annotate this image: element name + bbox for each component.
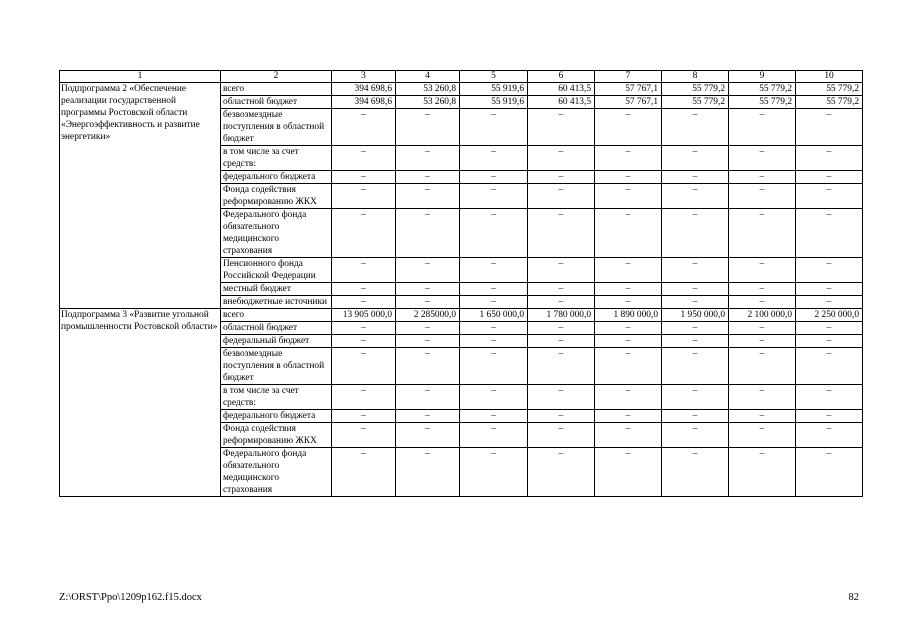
header-cell-10: 10 (796, 71, 863, 83)
empty-value-dash: – (796, 322, 863, 335)
empty-value-dash: – (662, 171, 729, 184)
empty-value-dash: – (729, 335, 796, 348)
empty-value-dash: – (332, 209, 396, 258)
empty-value-dash: – (796, 423, 863, 448)
empty-value-dash: – (396, 385, 460, 410)
empty-value-dash: – (662, 146, 729, 171)
amount-cell: 55 779,2 (662, 83, 729, 96)
footer-file-path: Z:\ORST\Ppo\1209p162.f15.docx (59, 592, 202, 603)
amount-cell: 60 413,5 (528, 83, 595, 96)
amount-cell: 55 779,2 (729, 83, 796, 96)
empty-value-dash: – (332, 348, 396, 385)
amount-cell: 55 919,6 (460, 96, 528, 109)
empty-value-dash: – (332, 296, 396, 309)
empty-value-dash: – (595, 410, 662, 423)
empty-value-dash: – (796, 146, 863, 171)
empty-value-dash: – (662, 410, 729, 423)
empty-value-dash: – (662, 322, 729, 335)
funding-source-label: всего (221, 309, 332, 322)
empty-value-dash: – (332, 335, 396, 348)
empty-value-dash: – (460, 283, 528, 296)
funding-source-label: областной бюджет (221, 96, 332, 109)
empty-value-dash: – (332, 322, 396, 335)
amount-cell: 2 250 000,0 (796, 309, 863, 322)
empty-value-dash: – (729, 258, 796, 283)
empty-value-dash: – (729, 385, 796, 410)
empty-value-dash: – (796, 171, 863, 184)
empty-value-dash: – (396, 335, 460, 348)
empty-value-dash: – (332, 146, 396, 171)
header-cell-8: 8 (662, 71, 729, 83)
empty-value-dash: – (332, 385, 396, 410)
empty-value-dash: – (332, 109, 396, 146)
empty-value-dash: – (662, 184, 729, 209)
header-cell-1: 1 (60, 71, 221, 83)
empty-value-dash: – (528, 283, 595, 296)
empty-value-dash: – (595, 209, 662, 258)
empty-value-dash: – (528, 335, 595, 348)
empty-value-dash: – (396, 410, 460, 423)
funding-source-label: Пенсионного фонда Российской Федерации (221, 258, 332, 283)
empty-value-dash: – (662, 109, 729, 146)
amount-cell: 1 650 000,0 (460, 309, 528, 322)
empty-value-dash: – (332, 448, 396, 497)
budget-table (59, 70, 863, 497)
empty-value-dash: – (460, 322, 528, 335)
header-cell-9: 9 (729, 71, 796, 83)
empty-value-dash: – (796, 448, 863, 497)
funding-source-label: безвозмездные поступления в областной бюджет (221, 109, 332, 146)
funding-source-label: в том числе за счет средств: (221, 385, 332, 410)
empty-value-dash: – (332, 283, 396, 296)
table-row (60, 83, 863, 96)
empty-value-dash: – (729, 348, 796, 385)
empty-value-dash: – (796, 109, 863, 146)
empty-value-dash: – (460, 258, 528, 283)
empty-value-dash: – (729, 184, 796, 209)
empty-value-dash: – (729, 448, 796, 497)
header-cell-6: 6 (528, 71, 595, 83)
funding-source-label: внебюджетные источники (221, 296, 332, 309)
empty-value-dash: – (595, 322, 662, 335)
funding-source-label: в том числе за счет средств: (221, 146, 332, 171)
empty-value-dash: – (595, 184, 662, 209)
empty-value-dash: – (595, 146, 662, 171)
empty-value-dash: – (662, 258, 729, 283)
empty-value-dash: – (796, 184, 863, 209)
empty-value-dash: – (662, 348, 729, 385)
empty-value-dash: – (460, 296, 528, 309)
funding-source-label: федеральный бюджет (221, 335, 332, 348)
empty-value-dash: – (332, 423, 396, 448)
empty-value-dash: – (528, 322, 595, 335)
empty-value-dash: – (662, 385, 729, 410)
empty-value-dash: – (396, 184, 460, 209)
empty-value-dash: – (528, 258, 595, 283)
amount-cell: 53 260,8 (396, 83, 460, 96)
header-cell-2: 2 (221, 71, 332, 83)
empty-value-dash: – (528, 209, 595, 258)
empty-value-dash: – (595, 171, 662, 184)
amount-cell: 55 779,2 (662, 96, 729, 109)
amount-cell: 55 919,6 (460, 83, 528, 96)
empty-value-dash: – (396, 171, 460, 184)
amount-cell: 55 779,2 (796, 83, 863, 96)
empty-value-dash: – (729, 296, 796, 309)
amount-cell: 13 905 000,0 (332, 309, 396, 322)
empty-value-dash: – (528, 410, 595, 423)
empty-value-dash: – (662, 448, 729, 497)
program-name: Подпрограмма 3 «Развитие угольной промышленности Ростовской области» (60, 309, 221, 497)
funding-source-label: Федерального фонда обязательного медицинского страхования (221, 209, 332, 258)
funding-source-label: федерального бюджета (221, 410, 332, 423)
empty-value-dash: – (396, 109, 460, 146)
empty-value-dash: – (796, 296, 863, 309)
empty-value-dash: – (528, 109, 595, 146)
empty-value-dash: – (796, 209, 863, 258)
empty-value-dash: – (332, 258, 396, 283)
empty-value-dash: – (662, 296, 729, 309)
header-cell-7: 7 (595, 71, 662, 83)
empty-value-dash: – (796, 283, 863, 296)
amount-cell: 1 950 000,0 (662, 309, 729, 322)
amount-cell: 1 890 000,0 (595, 309, 662, 322)
amount-cell: 57 767,1 (595, 96, 662, 109)
empty-value-dash: – (396, 296, 460, 309)
empty-value-dash: – (396, 146, 460, 171)
empty-value-dash: – (595, 448, 662, 497)
empty-value-dash: – (595, 423, 662, 448)
empty-value-dash: – (796, 385, 863, 410)
empty-value-dash: – (729, 109, 796, 146)
empty-value-dash: – (796, 335, 863, 348)
amount-cell: 55 779,2 (796, 96, 863, 109)
empty-value-dash: – (595, 335, 662, 348)
empty-value-dash: – (796, 258, 863, 283)
amount-cell: 2 100 000,0 (729, 309, 796, 322)
empty-value-dash: – (332, 184, 396, 209)
empty-value-dash: – (460, 109, 528, 146)
footer-page-number: 82 (848, 592, 859, 603)
empty-value-dash: – (528, 348, 595, 385)
amount-cell: 57 767,1 (595, 83, 662, 96)
empty-value-dash: – (729, 423, 796, 448)
empty-value-dash: – (528, 385, 595, 410)
empty-value-dash: – (460, 410, 528, 423)
empty-value-dash: – (595, 385, 662, 410)
empty-value-dash: – (460, 171, 528, 184)
funding-source-label: местный бюджет (221, 283, 332, 296)
empty-value-dash: – (460, 146, 528, 171)
empty-value-dash: – (460, 209, 528, 258)
program-name: Подпрограмма 2 «Обеспечение реализации государственной программы Ростовской области «Энергоэффективность и развитие энергетики» (60, 83, 221, 309)
empty-value-dash: – (796, 410, 863, 423)
empty-value-dash: – (595, 296, 662, 309)
empty-value-dash: – (460, 423, 528, 448)
funding-source-label: Фонда содействия реформированию ЖКХ (221, 423, 332, 448)
empty-value-dash: – (396, 209, 460, 258)
empty-value-dash: – (662, 423, 729, 448)
empty-value-dash: – (460, 385, 528, 410)
empty-value-dash: – (528, 171, 595, 184)
amount-cell: 394 698,6 (332, 83, 396, 96)
funding-source-label: всего (221, 83, 332, 96)
empty-value-dash: – (396, 283, 460, 296)
empty-value-dash: – (528, 296, 595, 309)
empty-value-dash: – (729, 171, 796, 184)
funding-source-label: безвозмездные поступления в областной бюджет (221, 348, 332, 385)
empty-value-dash: – (662, 283, 729, 296)
empty-value-dash: – (595, 109, 662, 146)
empty-value-dash: – (729, 283, 796, 296)
funding-source-label: Федерального фонда обязательного медицинского страхования (221, 448, 332, 497)
funding-source-label: федерального бюджета (221, 171, 332, 184)
amount-cell: 394 698,6 (332, 96, 396, 109)
empty-value-dash: – (528, 146, 595, 171)
empty-value-dash: – (460, 184, 528, 209)
amount-cell: 53 260,8 (396, 96, 460, 109)
header-cell-3: 3 (332, 71, 396, 83)
empty-value-dash: – (662, 209, 729, 258)
empty-value-dash: – (460, 348, 528, 385)
empty-value-dash: – (729, 146, 796, 171)
funding-source-label: Фонда содействия реформированию ЖКХ (221, 184, 332, 209)
amount-cell: 1 780 000,0 (528, 309, 595, 322)
header-row (60, 71, 863, 83)
empty-value-dash: – (729, 322, 796, 335)
funding-source-label: областной бюджет (221, 322, 332, 335)
empty-value-dash: – (595, 258, 662, 283)
header-cell-5: 5 (460, 71, 528, 83)
table-row (60, 309, 863, 322)
empty-value-dash: – (528, 448, 595, 497)
empty-value-dash: – (396, 258, 460, 283)
amount-cell: 60 413,5 (528, 96, 595, 109)
empty-value-dash: – (396, 423, 460, 448)
amount-cell: 2 285000,0 (396, 309, 460, 322)
empty-value-dash: – (396, 448, 460, 497)
empty-value-dash: – (460, 448, 528, 497)
empty-value-dash: – (396, 322, 460, 335)
header-cell-4: 4 (396, 71, 460, 83)
empty-value-dash: – (729, 410, 796, 423)
empty-value-dash: – (729, 209, 796, 258)
empty-value-dash: – (396, 348, 460, 385)
empty-value-dash: – (332, 171, 396, 184)
empty-value-dash: – (460, 335, 528, 348)
empty-value-dash: – (796, 348, 863, 385)
table-body (60, 71, 863, 497)
empty-value-dash: – (528, 423, 595, 448)
empty-value-dash: – (332, 410, 396, 423)
empty-value-dash: – (595, 348, 662, 385)
empty-value-dash: – (595, 283, 662, 296)
empty-value-dash: – (662, 335, 729, 348)
empty-value-dash: – (528, 184, 595, 209)
amount-cell: 55 779,2 (729, 96, 796, 109)
